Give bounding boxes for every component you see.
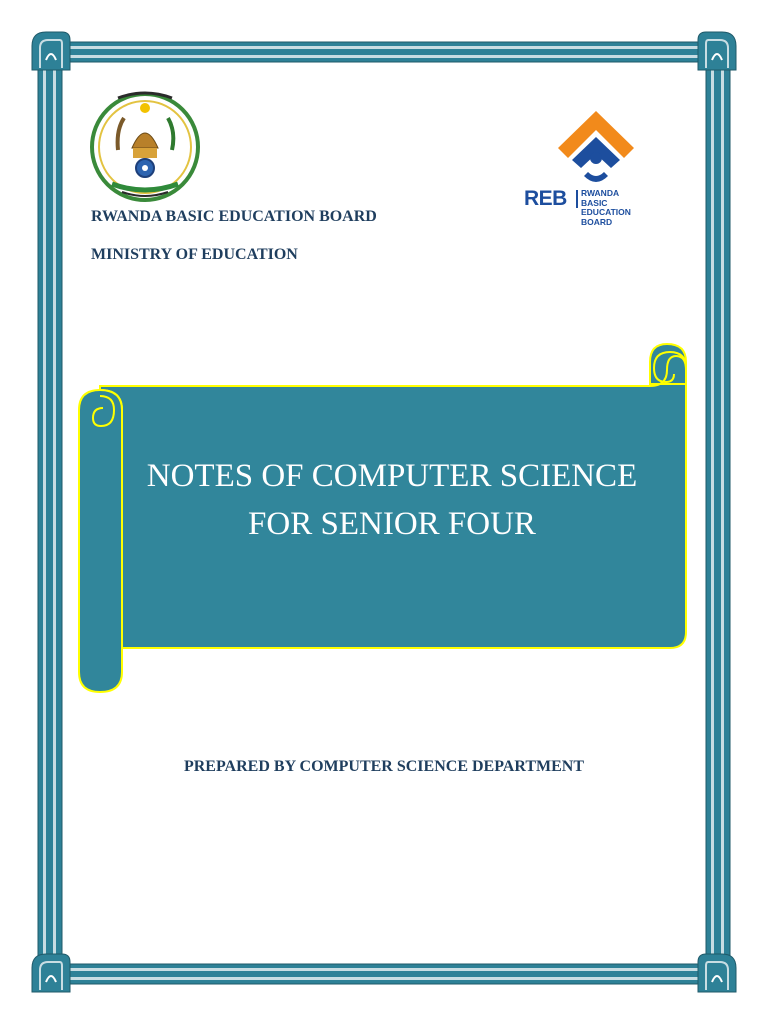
document-title (122, 452, 662, 548)
document-title-line-2: FOR SENIOR FOUR (248, 506, 536, 542)
reb-full-name-line-2: EDUCATION BOARD (581, 207, 631, 227)
rwanda-coat-of-arms-emblem (92, 93, 198, 200)
corner-ornament-bottom-left (32, 954, 70, 992)
border-top (56, 42, 712, 62)
corner-ornament-top-right (698, 32, 736, 70)
reb-full-name (581, 189, 631, 227)
corner-ornament-bottom-right (698, 954, 736, 992)
document-title-line-1: NOTES OF COMPUTER SCIENCE (146, 458, 638, 494)
border-right (706, 60, 730, 968)
organization-name: RWANDA BASIC EDUCATION BOARD (91, 208, 377, 225)
reb-full-name-line-1: RWANDA BASIC (581, 188, 619, 208)
corner-ornament-top-left (32, 32, 70, 70)
reb-abbreviation: REB (524, 187, 567, 210)
reb-divider (576, 190, 578, 208)
prepared-by-line: PREPARED BY COMPUTER SCIENCE DEPARTMENT (183, 758, 585, 775)
reb-house-logo (558, 111, 634, 182)
ministry-name: MINISTRY OF EDUCATION (91, 246, 298, 263)
border-bottom (56, 964, 712, 984)
border-left (38, 60, 62, 968)
